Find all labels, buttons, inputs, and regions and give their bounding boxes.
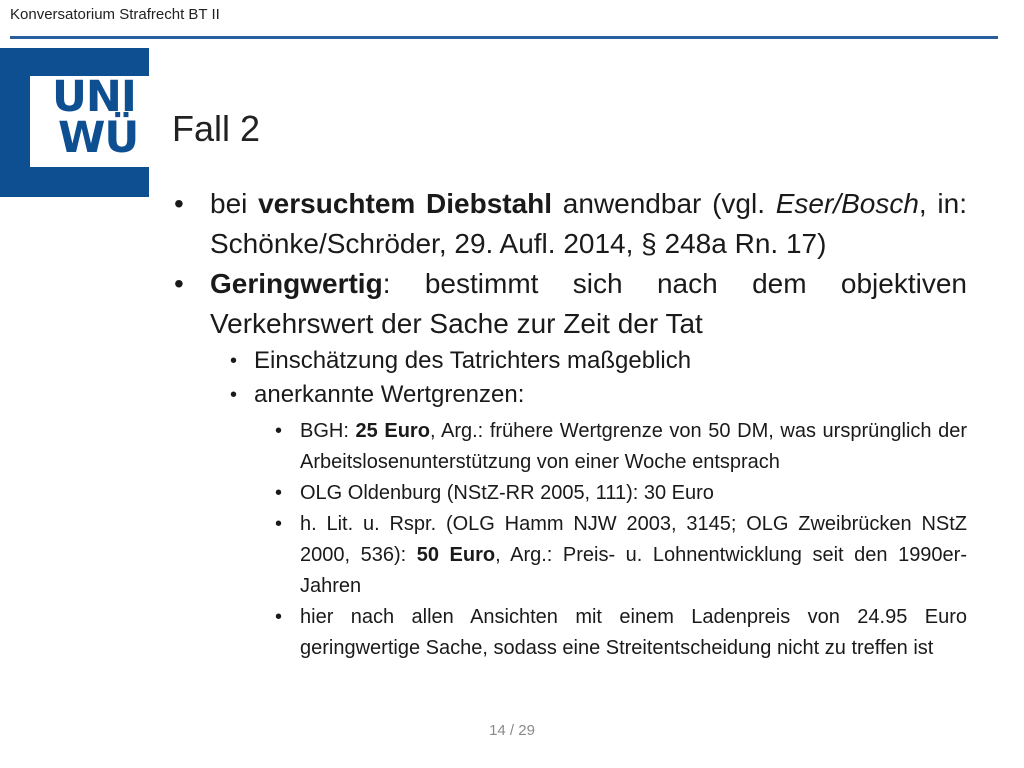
slide-title: Fall 2 xyxy=(172,108,261,149)
page-number: 14 / 29 xyxy=(489,722,535,739)
sub-bullet-value-limits: • anerkannte Wertgrenzen: • BGH: 25 Euro, Arg.: frühere Wertgrenze von 50 DM, was ursprünglich der Arbeitslosenunterstützung von einer Woche entsprach • OLG Oldenburg (NStZ-RR 2005, 111): 30 Euro • h. Lit. u. Rspr. (OLG Hamm NJW 2003, 3145; OLG Zweibrücken NStZ 2000, 536): 50 Euro, Arg.: Preis- u. Lohnentwicklung seit den 1990er-Jahren • hier nach allen Ansichten mit einem Ladenpreis von 24.95 Euro geringwertige Sache, sodass eine Streitentscheidung nicht zu treffen ist xyxy=(216,378,967,664)
sub-bullet-list xyxy=(216,344,967,664)
course-header: Konversatorium Strafrecht BT II xyxy=(10,6,220,23)
sub-bullet-judge-assessment: • Einschätzung des Tatrichters maßgeblich xyxy=(216,344,967,378)
value-limit-list xyxy=(262,416,967,664)
value-limit-bgh: • BGH: 25 Euro, Arg.: frühere Wertgrenze von 50 DM, was ursprünglich der Arbeitslosenunterstützung von einer Woche entsprach xyxy=(262,416,967,478)
slide-content xyxy=(172,184,967,664)
value-limit-prevailing-view: • h. Lit. u. Rspr. (OLG Hamm NJW 2003, 3145; OLG Zweibrücken NStZ 2000, 536): 50 Euro, Arg.: Preis- u. Lohnentwicklung seit den 1990er-Jahren xyxy=(262,509,967,602)
header-divider xyxy=(10,36,998,39)
bullet-list xyxy=(172,184,967,664)
value-limit-olg-oldenburg: • OLG Oldenburg (NStZ-RR 2005, 111): 30 Euro xyxy=(262,478,967,509)
bullet-low-value: • Geringwertig: bestimmt sich nach dem objektiven Verkehrswert der Sache zur Zeit der Tat • Einschätzung des Tatrichters maßgeblich • anerkannte Wertgrenzen: • BGH: 25 Euro, Arg.: frühere Wertgrenze von 50 DM, was ursprünglich der Arbeitslosenunterstützung von einer Woche entsprach • OLG Oldenburg (NStZ-RR 2005, 111): 30 Euro • h. Lit. u. Rspr. (OLG Hamm NJW 2003, 3145; OLG Zweibrücken NStZ 2000, 536): 50 Euro, Arg.: Preis- u. Lohnentwicklung seit den 1990er-Jahren • hier nach allen Ansichten mit einem Ladenpreis von 24.95 Euro geringwertige Sache, sodass eine Streitentscheidung nicht zu treffen ist xyxy=(172,264,967,664)
value-limit-conclusion: • hier nach allen Ansichten mit einem Ladenpreis von 24.95 Euro geringwertige Sache, sodass eine Streitentscheidung nicht zu treffen ist xyxy=(262,602,967,664)
logo-line-1: UNI xyxy=(52,72,136,122)
logo-line-2: WÜ xyxy=(58,113,139,163)
bullet-attempted-theft: • bei versuchtem Diebstahl anwendbar (vgl. Eser/Bosch, in: Schönke/Schröder, 29. Aufl. 2014, § 248a Rn. 17) xyxy=(172,184,967,264)
